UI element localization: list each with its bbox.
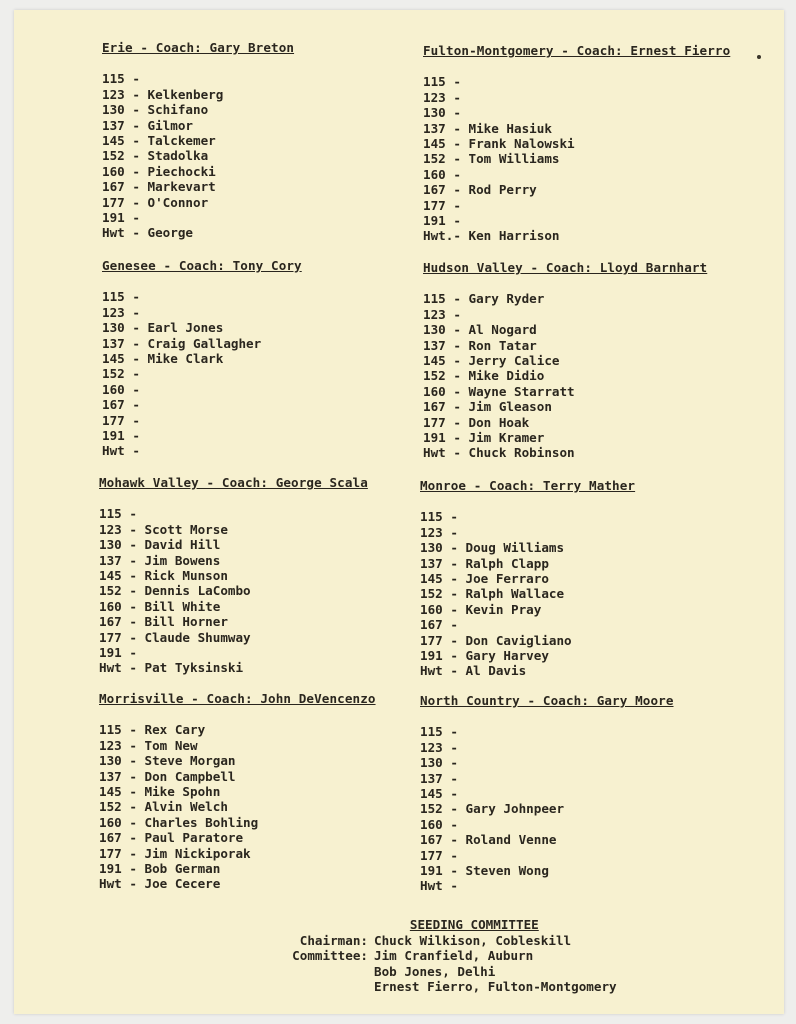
team-block-morrisville — [99, 691, 376, 892]
roster-entry: Hwt - — [102, 443, 140, 459]
roster-entry: 123 - Tom New — [99, 737, 198, 753]
roster-entry: 160 - Charles Bohling — [99, 814, 259, 830]
roster-entry: 152 - Tom Williams — [423, 151, 560, 167]
roster-entry: 152 - Dennis LaCombo — [99, 583, 251, 599]
roster-entry: 191 - — [102, 210, 140, 226]
roster-list — [420, 509, 635, 678]
roster-list — [423, 291, 707, 460]
roster-entry: 191 - — [423, 213, 461, 229]
team-block-genesee — [102, 258, 302, 459]
roster-entry: 152 - Ralph Wallace — [420, 586, 565, 602]
seeding-committee — [282, 917, 617, 995]
team-block-fulton-montgomery — [423, 43, 730, 244]
roster-entry: 191 - — [99, 645, 137, 661]
roster-entry: 152 - Gary Johnpeer — [420, 801, 565, 817]
roster-list — [99, 506, 368, 675]
roster-entry: 160 - — [423, 166, 461, 182]
roster-entry: 160 - Piechocki — [102, 163, 216, 179]
roster-entry: 115 - — [99, 506, 137, 522]
roster-entry: 160 - — [102, 381, 140, 397]
committee-title: SEEDING COMMITTEE — [409, 917, 539, 932]
roster-entry: 152 - Alvin Welch — [99, 799, 228, 815]
roster-entry: 145 - Joe Ferraro — [420, 571, 549, 587]
roster-entry: 130 - — [420, 755, 458, 771]
roster-entry: 167 - Rod Perry — [423, 182, 537, 198]
roster-entry: 115 - — [102, 71, 140, 87]
roster-entry: 123 - — [423, 89, 461, 105]
roster-entry: 160 - — [420, 816, 458, 832]
roster-entry: 115 - — [420, 724, 458, 740]
roster-entry: 177 - Don Hoak — [423, 414, 530, 430]
roster-entry: 145 - Mike Spohn — [99, 784, 221, 800]
team-header: Morrisville - Coach: John DeVencenzo — [99, 691, 376, 706]
roster-entry: 177 - — [423, 197, 461, 213]
roster-entry: 145 - Frank Nalowski — [423, 136, 575, 152]
roster-entry: 167 - Jim Gleason — [423, 399, 552, 415]
team-block-north-country — [420, 693, 674, 894]
roster-entry: 115 - — [420, 509, 458, 525]
roster-entry: 191 - Steven Wong — [420, 863, 549, 879]
chairman-label: Chairman: — [299, 932, 368, 948]
document-page — [14, 10, 784, 1014]
committee-member: Bob Jones, Delhi — [374, 963, 496, 979]
roster-list — [420, 724, 674, 893]
chairman-name: Chuck Wilkison, Cobleskill — [374, 932, 572, 948]
roster-entry: 137 - Ron Tatar — [423, 337, 537, 353]
chairman-row — [282, 933, 617, 949]
roster-entry: 152 - Stadolka — [102, 148, 209, 164]
team-block-monroe — [420, 478, 635, 679]
committee-row — [282, 948, 617, 964]
roster-entry: 137 - Jim Bowens — [99, 552, 221, 568]
roster-entry: 191 - Jim Kramer — [423, 430, 545, 446]
roster-entry: Hwt - Al Davis — [420, 663, 527, 679]
team-block-hudson-valley — [423, 260, 707, 461]
roster-entry: Hwt - — [420, 878, 458, 894]
team-header: Fulton-Montgomery - Coach: Ernest Fierro — [423, 43, 731, 58]
roster-list — [102, 71, 294, 240]
committee-label: Committee: — [292, 948, 368, 964]
roster-entry: 191 - Bob German — [99, 861, 221, 877]
roster-entry: 145 - — [420, 786, 458, 802]
roster-entry: 167 - Bill Horner — [99, 614, 228, 630]
roster-entry: Hwt.- Ken Harrison — [423, 228, 560, 244]
roster-entry: 130 - David Hill — [99, 537, 221, 553]
team-block-erie — [102, 40, 294, 241]
roster-entry: 177 - — [420, 847, 458, 863]
roster-entry: 137 - — [420, 770, 458, 786]
team-header: Mohawk Valley - Coach: George Scala — [99, 475, 368, 490]
roster-entry: Hwt - Chuck Robinson — [423, 445, 575, 461]
roster-entry: 123 - — [102, 304, 140, 320]
team-header: Erie - Coach: Gary Breton — [102, 40, 295, 55]
roster-entry: 137 - Ralph Clapp — [420, 555, 549, 571]
roster-entry: 145 - Talckemer — [102, 133, 216, 149]
roster-entry: 130 - Earl Jones — [102, 320, 224, 336]
team-header: Monroe - Coach: Terry Mather — [420, 478, 636, 493]
roster-entry: 130 - Doug Williams — [420, 540, 565, 556]
team-block-mohawk-valley — [99, 475, 368, 676]
roster-entry: 177 - Don Cavigliano — [420, 632, 572, 648]
roster-entry: Hwt - Pat Tyksinski — [99, 660, 244, 676]
roster-entry: 167 - Markevart — [102, 179, 216, 195]
roster-list — [99, 722, 376, 891]
roster-entry: 152 - Mike Didio — [423, 368, 545, 384]
roster-entry: 152 - — [102, 366, 140, 382]
roster-entry: 115 - Rex Cary — [99, 722, 206, 738]
roster-entry: 123 - — [420, 739, 458, 755]
roster-entry: 130 - Schifano — [102, 102, 209, 118]
roster-entry: 160 - Kevin Pray — [420, 601, 542, 617]
roster-entry: 160 - Wayne Starratt — [423, 383, 575, 399]
roster-entry: 160 - Bill White — [99, 598, 221, 614]
team-header: Genesee - Coach: Tony Cory — [102, 258, 302, 273]
roster-entry: 177 - — [102, 412, 140, 428]
roster-entry: 115 - — [423, 74, 461, 90]
roster-entry: 115 - Gary Ryder — [423, 291, 545, 307]
roster-entry: 130 - — [423, 105, 461, 121]
roster-entry: 137 - Don Campbell — [99, 768, 236, 784]
roster-entry: 137 - Mike Hasiuk — [423, 120, 552, 136]
team-header: Hudson Valley - Coach: Lloyd Barnhart — [423, 260, 708, 275]
roster-entry: 123 - Scott Morse — [99, 521, 228, 537]
roster-list — [102, 289, 302, 458]
roster-entry: 137 - Craig Gallagher — [102, 335, 262, 351]
roster-entry: 167 - Roland Venne — [420, 832, 557, 848]
roster-entry: 115 - — [102, 289, 140, 305]
roster-entry: Hwt - George — [102, 225, 193, 241]
roster-entry: 167 - Paul Paratore — [99, 830, 244, 846]
roster-entry: 191 - Gary Harvey — [420, 648, 549, 664]
roster-entry: 130 - Al Nogard — [423, 322, 537, 338]
roster-entry: 123 - — [423, 306, 461, 322]
roster-entry: 177 - O'Connor — [102, 194, 209, 210]
roster-entry: 167 - — [420, 617, 458, 633]
roster-list — [423, 74, 730, 243]
roster-entry: 130 - Steve Morgan — [99, 753, 236, 769]
roster-entry: 145 - Rick Munson — [99, 568, 228, 584]
committee-member: Jim Cranfield, Auburn — [374, 948, 534, 964]
team-header: North Country - Coach: Gary Moore — [420, 693, 674, 708]
roster-entry: Hwt - Joe Cecere — [99, 876, 221, 892]
committee-member: Ernest Fierro, Fulton-Montgomery — [374, 979, 617, 995]
roster-entry: 177 - Claude Shumway — [99, 629, 251, 645]
roster-entry: 191 - — [102, 428, 140, 444]
roster-entry: 123 - — [420, 524, 458, 540]
roster-entry: 123 - Kelkenberg — [102, 86, 224, 102]
ink-dot — [757, 55, 761, 59]
roster-entry: 145 - Mike Clark — [102, 351, 224, 367]
roster-entry: 137 - Gilmor — [102, 117, 193, 133]
roster-entry: 145 - Jerry Calice — [423, 353, 560, 369]
roster-entry: 167 - — [102, 397, 140, 413]
roster-entry: 177 - Jim Nickiporak — [99, 845, 251, 861]
